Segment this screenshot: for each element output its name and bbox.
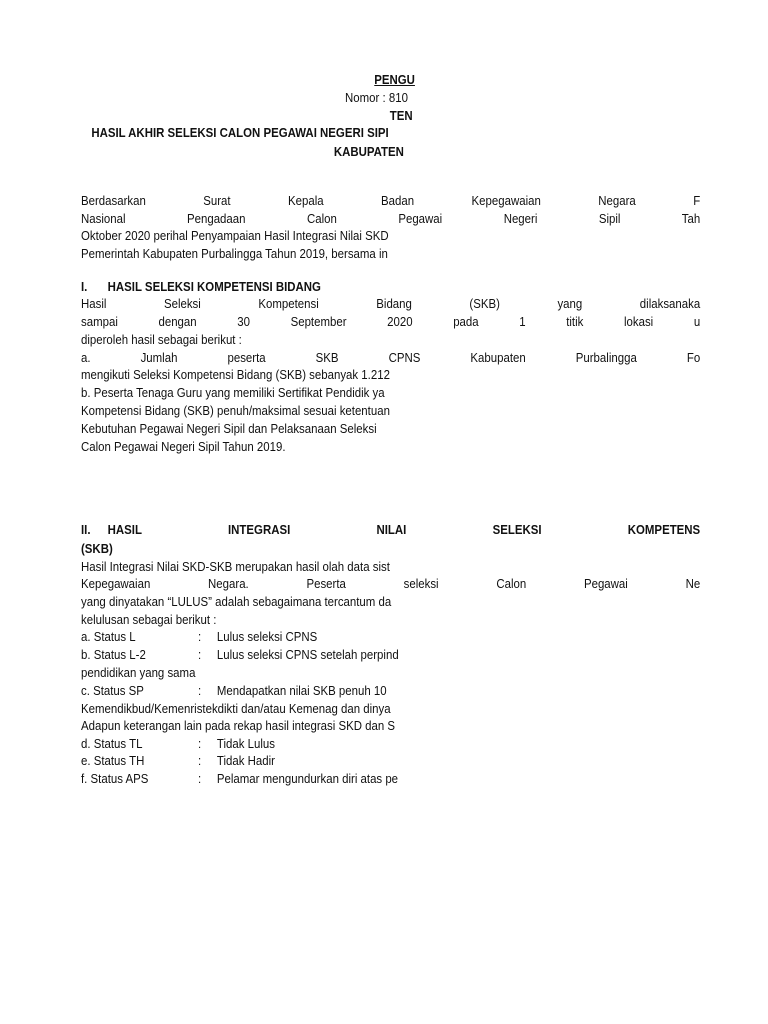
section1-line: Calon Pegawai Negeri Sipil Tahun 2019. — [81, 439, 286, 454]
intro-line: Nasional Pengadaan Calon Pegawai Negeri Sipil Tah — [81, 211, 701, 226]
adapun-line: Adapun keterangan lain pada rekap hasil integrasi SKD dan S — [81, 718, 396, 733]
section2-title: HASIL INTEGRASI NILAI SELEKSI KOMPETENS — [107, 522, 701, 537]
section2-line: yang dinyatakan “LULUS” adalah sebagaimana tercantum da — [81, 594, 392, 609]
document-heading-line1: HASIL AKHIR SELEKSI CALON PEGAWAI NEGERI SIPI — [91, 125, 389, 140]
section2-line: Hasil Integrasi Nilai SKD-SKB merupakan hasil olah data sist — [81, 559, 390, 574]
section1-line: Hasil Seleksi Kompetensi Bidang (SKB) yang dilaksanaka — [81, 296, 701, 311]
status-colon: : — [197, 629, 202, 644]
section1-line: sampai dengan 30 September 2020 pada 1 titik lokasi u — [81, 314, 701, 329]
section1-line: diperoleh hasil sebagai berikut : — [81, 332, 242, 347]
status-label: b. Status L-2 — [81, 647, 146, 662]
status-desc: Tidak Lulus — [216, 736, 275, 751]
status-desc: Pelamar mengundurkan diri atas pe — [216, 771, 399, 786]
status-colon: : — [197, 683, 202, 698]
status-colon: : — [197, 753, 202, 768]
status-desc-cont: pendidikan yang sama — [81, 665, 196, 680]
intro-line: Berdasarkan Surat Kepala Badan Kepegawaian Negara F — [81, 193, 701, 208]
status-desc: Tidak Hadir — [216, 753, 275, 768]
status-desc-cont: Kemendikbud/Kemenristekdikti dan/atau Kemenag dan dinya — [81, 701, 391, 716]
status-desc: Lulus seleksi CPNS — [216, 629, 318, 644]
section1-line: Kebutuhan Pegawai Negeri Sipil dan Pelaksanaan Seleksi — [81, 421, 377, 436]
document-number: Nomor : 810 — [345, 90, 408, 105]
section2-line: kelulusan sebagai berikut : — [81, 612, 217, 627]
document-subtitle: TEN — [389, 108, 413, 123]
section1-line: mengikuti Seleksi Kompetensi Bidang (SKB) sebanyak 1.212 — [81, 367, 390, 382]
section2-number: II. — [81, 522, 91, 537]
status-label: f. Status APS — [81, 771, 149, 786]
status-desc: Lulus seleksi CPNS setelah perpind — [216, 647, 399, 662]
status-colon: : — [197, 771, 202, 786]
section1-number: I. — [81, 279, 88, 294]
section1-line: Kompetensi Bidang (SKB) penuh/maksimal sesuai ketentuan — [81, 403, 390, 418]
section1-title: HASIL SELEKSI KOMPETENSI BIDANG — [107, 279, 321, 294]
intro-line: Pemerintah Kabupaten Purbalingga Tahun 2019, bersama in — [81, 246, 388, 261]
document-heading-line2: KABUPATEN — [333, 144, 404, 159]
status-label: d. Status TL — [81, 736, 143, 751]
document-title: PENGU — [374, 72, 415, 87]
section2-title-cont: (SKB) — [81, 541, 113, 556]
section1-line: a. Jumlah peserta SKB CPNS Kabupaten Purbalingga Fo — [81, 350, 701, 365]
status-colon: : — [197, 647, 202, 662]
status-label: c. Status SP — [81, 683, 144, 698]
status-colon: : — [197, 736, 202, 751]
intro-line: Oktober 2020 perihal Penyampaian Hasil Integrasi Nilai SKD — [81, 228, 389, 243]
status-desc: Mendapatkan nilai SKB penuh 10 — [216, 683, 387, 698]
status-label: a. Status L — [81, 629, 136, 644]
section2-line: Kepegawaian Negara. Peserta seleksi Calon Pegawai Ne — [81, 576, 701, 591]
section1-line: b. Peserta Tenaga Guru yang memiliki Sertifikat Pendidik ya — [81, 385, 385, 400]
status-label: e. Status TH — [81, 753, 145, 768]
